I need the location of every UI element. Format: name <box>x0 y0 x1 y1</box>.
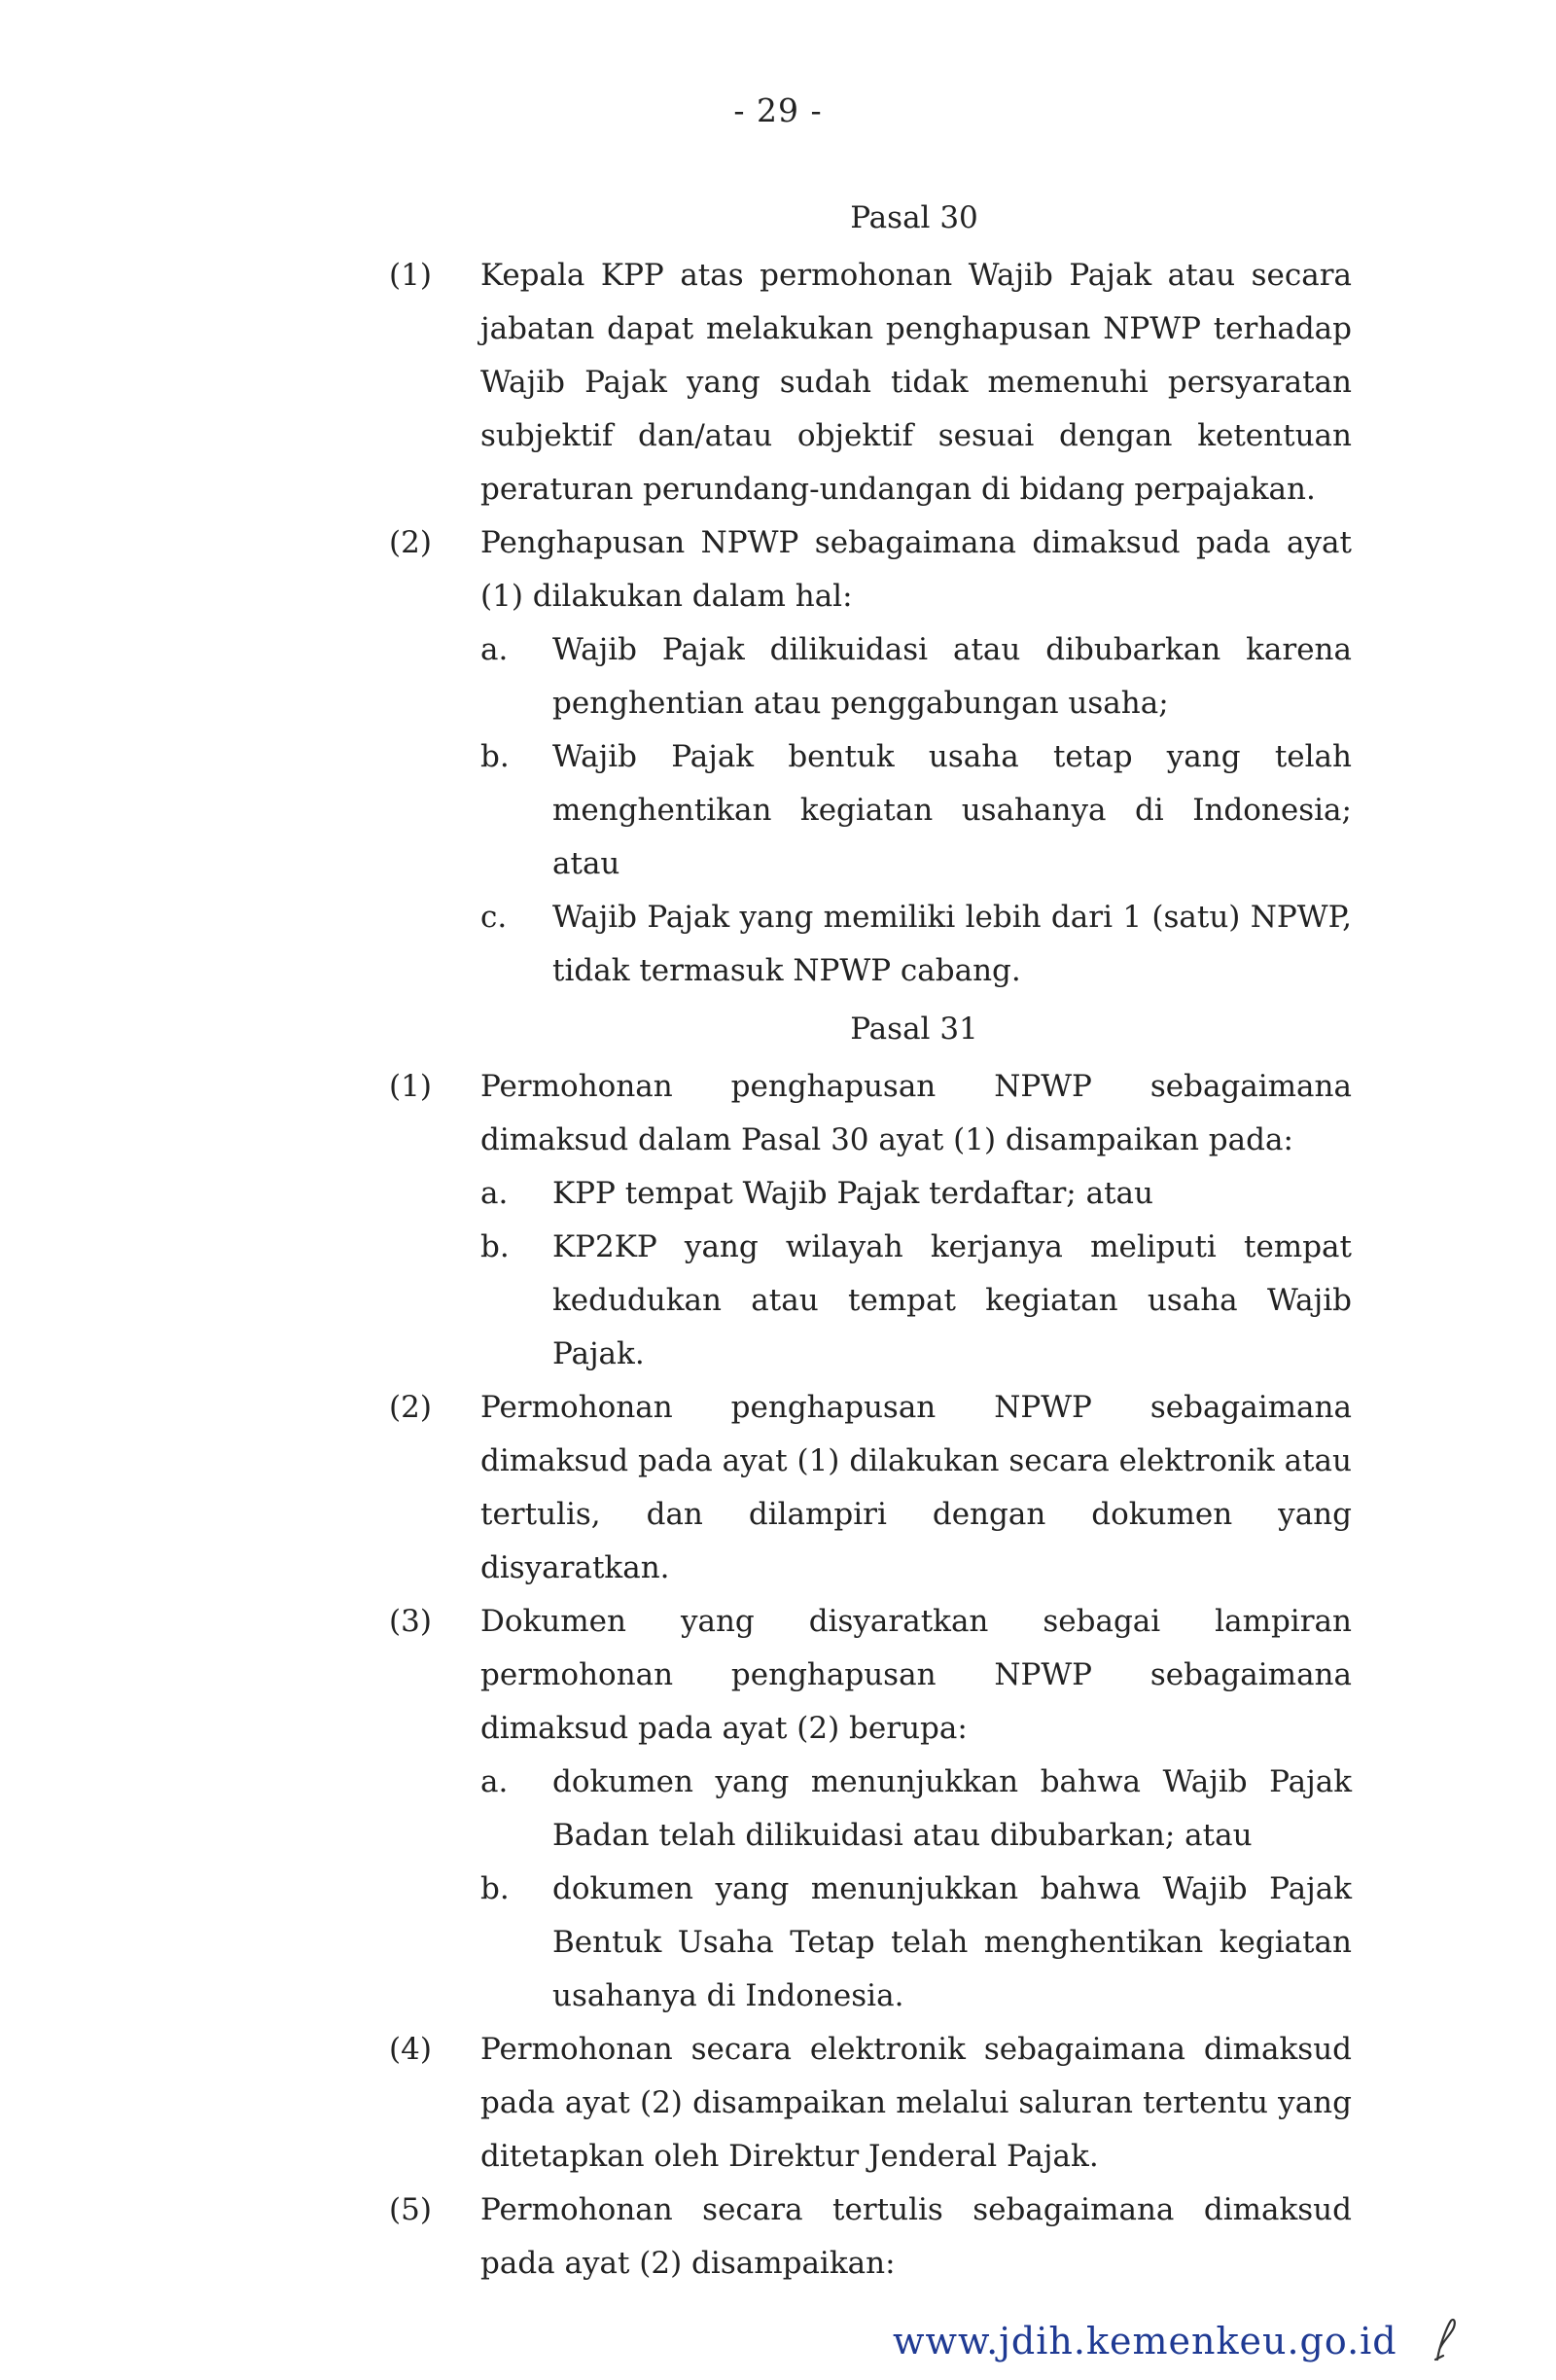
clause-text: Permohonan secara elektronik sebagaimana dimaksud pada ayat (2) disampaikan melalui saluran tertentu yang ditetapkan oleh Direktur Jenderal Pajak. <box>480 2032 1352 2174</box>
page-number: - 29 - <box>733 91 823 129</box>
clause-number: (1) <box>389 1069 432 1104</box>
item-text: Wajib Pajak dilikuidasi atau dibubarkan karena penghentian atau penggabungan usaha; <box>552 632 1352 721</box>
article-pasal-31 <box>389 1012 1352 2291</box>
item-letter: a. <box>480 1176 509 1211</box>
list-item <box>480 1756 1352 1863</box>
clause-text: Permohonan secara tertulis sebagaimana dimaksud pada ayat (2) disampaikan: <box>480 2192 1352 2281</box>
clause-text: Permohonan penghapusan NPWP sebagaimana dimaksud dalam Pasal 30 ayat (1) disampaikan pada: <box>480 1069 1352 1157</box>
clause <box>389 2023 1352 2184</box>
clause-number: (2) <box>389 1390 432 1425</box>
list-item <box>480 623 1352 730</box>
article-title: Pasal 31 <box>850 1012 978 1047</box>
clause <box>389 1381 1352 1595</box>
initial-signature-mark <box>1430 2317 1459 2365</box>
item-text: dokumen yang menunjukkan bahwa Wajib Pajak Badan telah dilikuidasi atau dibubarkan; atau <box>552 1764 1352 1853</box>
clause-number: (3) <box>389 1604 432 1639</box>
item-text: Wajib Pajak bentuk usaha tetap yang telah menghentikan kegiatan usahanya di Indonesia; atau <box>552 739 1352 881</box>
clause-number: (2) <box>389 525 432 560</box>
clause <box>389 516 1352 998</box>
jdih-website-link[interactable]: www.jdih.kemenkeu.go.id <box>893 2320 1397 2362</box>
list-item <box>480 730 1352 891</box>
list-item <box>480 1863 1352 2023</box>
item-text: dokumen yang menunjukkan bahwa Wajib Pajak Bentuk Usaha Tetap telah menghentikan kegiatan usahanya di Indonesia. <box>552 1871 1352 2013</box>
item-letter: a. <box>480 1764 509 1799</box>
clause-text: Penghapusan NPWP sebagaimana dimaksud pada ayat (1) dilakukan dalam hal: <box>480 525 1352 614</box>
item-letter: b. <box>480 1871 510 1906</box>
item-text: Wajib Pajak yang memiliki lebih dari 1 (satu) NPWP, tidak termasuk NPWP cabang. <box>552 900 1352 988</box>
item-text: KP2KP yang wilayah kerjanya meliputi tempat kedudukan atau tempat kegiatan usaha Wajib Pajak. <box>552 1229 1352 1371</box>
list-item <box>480 1221 1352 1381</box>
item-list <box>480 623 1352 998</box>
clause <box>389 1595 1352 2023</box>
clause-text: Dokumen yang disyaratkan sebagai lampiran permohonan penghapusan NPWP sebagaimana dimaksud pada ayat (2) berupa: <box>480 1604 1352 1746</box>
item-letter: c. <box>480 900 508 935</box>
clause <box>389 2184 1352 2291</box>
clause-text: Permohonan penghapusan NPWP sebagaimana dimaksud pada ayat (1) dilakukan secara elektronik atau tertulis, dan dilampiri dengan dokumen yang disyaratkan. <box>480 1390 1352 1585</box>
clause-text: Kepala KPP atas permohonan Wajib Pajak atau secara jabatan dapat melakukan penghapusan NPWP terhadap Wajib Pajak yang sudah tidak memenuhi persyaratan subjektif dan/atau objektif sesuai dengan ketentuan peraturan perundang-undangan di bidang perpajakan. <box>480 258 1352 507</box>
item-text: KPP tempat Wajib Pajak terdaftar; atau <box>552 1176 1153 1211</box>
list-item <box>480 891 1352 998</box>
clause-number: (1) <box>389 258 432 293</box>
article-pasal-30 <box>389 200 1352 998</box>
clause-number: (5) <box>389 2192 432 2227</box>
item-list <box>480 1756 1352 2023</box>
clause <box>389 249 1352 516</box>
item-letter: b. <box>480 739 510 774</box>
clause-number: (4) <box>389 2032 432 2067</box>
article-title: Pasal 30 <box>850 200 978 235</box>
clause <box>389 1060 1352 1381</box>
item-letter: a. <box>480 632 509 667</box>
list-item <box>480 1167 1352 1221</box>
item-letter: b. <box>480 1229 510 1264</box>
item-list <box>480 1167 1352 1381</box>
